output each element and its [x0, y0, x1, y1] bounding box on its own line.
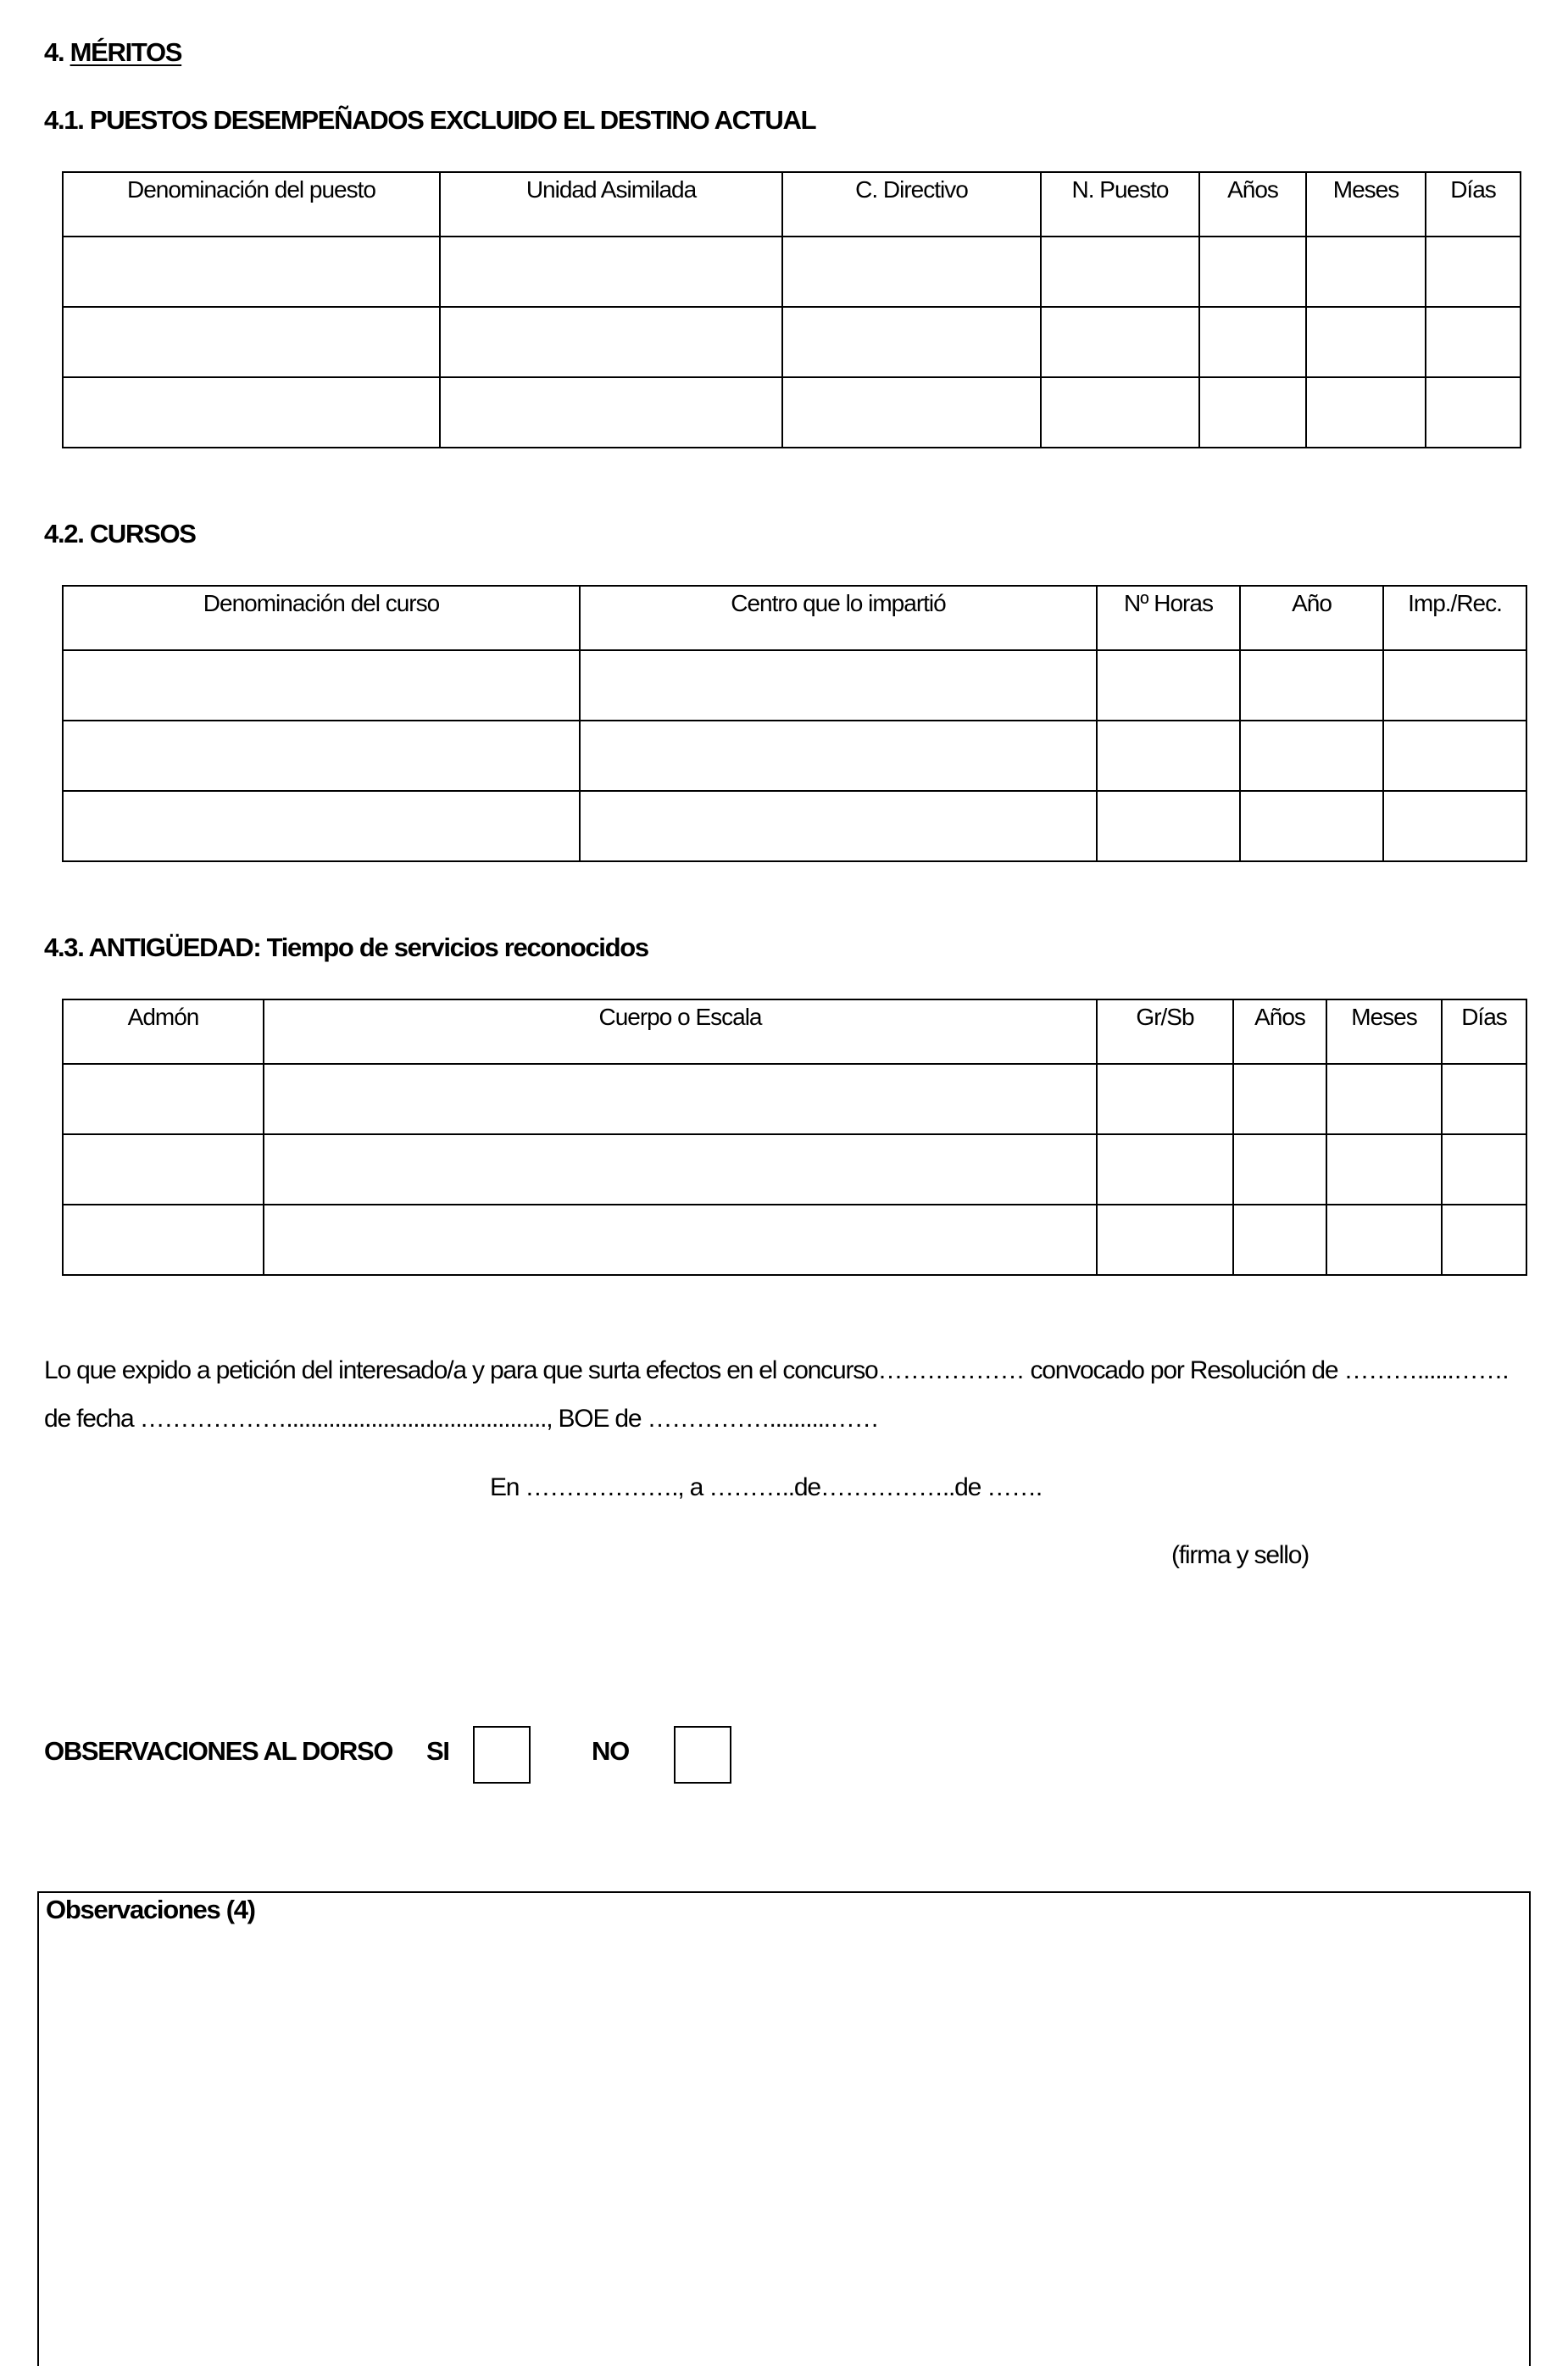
table-cell[interactable]: [1097, 721, 1240, 791]
table-cell[interactable]: [1442, 1064, 1526, 1134]
observaciones-dorso-label: OBSERVACIONES AL DORSO: [44, 1736, 393, 1766]
table-cell[interactable]: [782, 377, 1041, 448]
table-cell[interactable]: [580, 721, 1097, 791]
observaciones-box[interactable]: [37, 1891, 1531, 2366]
col-admon: Admón: [63, 999, 264, 1064]
col-meses: Meses: [1326, 999, 1442, 1064]
table-cell[interactable]: [1097, 1064, 1233, 1134]
table-cell[interactable]: [1041, 307, 1199, 377]
table-cell[interactable]: [1306, 237, 1426, 307]
table-cell[interactable]: [1199, 377, 1306, 448]
col-denominacion-puesto: Denominación del puesto: [63, 172, 440, 237]
table-cell[interactable]: [63, 1064, 264, 1134]
col-gr-sb: Gr/Sb: [1097, 999, 1233, 1064]
certification-line-2: de fecha ………………..........................................., BOE de ……………..........……: [44, 1405, 879, 1433]
table-cell[interactable]: [1426, 307, 1521, 377]
col-n-puesto: N. Puesto: [1041, 172, 1199, 237]
table-header-row: [63, 586, 1526, 650]
table-cell[interactable]: [1097, 650, 1240, 721]
si-checkbox[interactable]: [473, 1726, 531, 1784]
table-cell[interactable]: [782, 307, 1041, 377]
table-row: [63, 650, 1526, 721]
col-denominacion-curso: Denominación del curso: [63, 586, 580, 650]
table-row: [63, 1205, 1526, 1275]
table-row: [63, 791, 1526, 861]
table-cell[interactable]: [440, 307, 782, 377]
table-cell[interactable]: [1326, 1064, 1442, 1134]
signature-label: (firma y sello): [1171, 1541, 1309, 1569]
table-cell[interactable]: [1097, 791, 1240, 861]
table-cell[interactable]: [1233, 1064, 1326, 1134]
table-cell[interactable]: [1306, 377, 1426, 448]
place-date-line: En ………………., a ………..de……………..de …….: [490, 1473, 1043, 1501]
table-cell[interactable]: [1383, 650, 1526, 721]
table-cell[interactable]: [264, 1205, 1097, 1275]
table-cell[interactable]: [1097, 1134, 1233, 1205]
table-cell[interactable]: [63, 1205, 264, 1275]
table-cell[interactable]: [63, 307, 440, 377]
table-cell[interactable]: [63, 1134, 264, 1205]
table-row: [63, 237, 1521, 307]
col-meses: Meses: [1306, 172, 1426, 237]
table-cell[interactable]: [63, 377, 440, 448]
table-cell[interactable]: [1240, 721, 1383, 791]
table-cell[interactable]: [1383, 721, 1526, 791]
table-cell[interactable]: [1233, 1205, 1326, 1275]
table-cell[interactable]: [63, 721, 580, 791]
table-cell[interactable]: [63, 650, 580, 721]
table-cell[interactable]: [1326, 1205, 1442, 1275]
table-cell[interactable]: [63, 791, 580, 861]
table-cell[interactable]: [1199, 307, 1306, 377]
table-cell[interactable]: [1041, 237, 1199, 307]
col-dias: Días: [1426, 172, 1521, 237]
cursos-table: [62, 585, 1527, 862]
col-c-directivo: C. Directivo: [782, 172, 1041, 237]
puestos-table: [62, 171, 1521, 448]
table-row: [63, 377, 1521, 448]
table-cell[interactable]: [1233, 1134, 1326, 1205]
antiguedad-table: [62, 999, 1527, 1276]
table-cell[interactable]: [63, 237, 440, 307]
table-cell[interactable]: [1240, 650, 1383, 721]
table-cell[interactable]: [1442, 1134, 1526, 1205]
table-cell[interactable]: [580, 650, 1097, 721]
subsection-title-4-2: 4.2. CURSOS: [44, 519, 196, 548]
si-label: SI: [426, 1736, 449, 1766]
table-row: [63, 721, 1526, 791]
col-cuerpo-escala: Cuerpo o Escala: [264, 999, 1097, 1064]
col-n-horas: Nº Horas: [1097, 586, 1240, 650]
section-title: MÉRITOS: [70, 37, 182, 67]
col-imp-rec: Imp./Rec.: [1383, 586, 1526, 650]
table-row: [63, 1134, 1526, 1205]
table-cell[interactable]: [1199, 237, 1306, 307]
table-cell[interactable]: [264, 1134, 1097, 1205]
col-anos: Años: [1233, 999, 1326, 1064]
col-dias: Días: [1442, 999, 1526, 1064]
col-anos: Años: [1199, 172, 1306, 237]
table-row: [63, 307, 1521, 377]
table-cell[interactable]: [1097, 1205, 1233, 1275]
table-header-row: [63, 999, 1526, 1064]
table-cell[interactable]: [1041, 377, 1199, 448]
table-cell[interactable]: [1442, 1205, 1526, 1275]
table-cell[interactable]: [1240, 791, 1383, 861]
subsection-title-4-1: 4.1. PUESTOS DESEMPEÑADOS EXCLUIDO EL DESTINO ACTUAL: [44, 105, 816, 135]
table-cell[interactable]: [782, 237, 1041, 307]
table-cell[interactable]: [580, 791, 1097, 861]
section-number: 4.: [44, 37, 64, 67]
table-cell[interactable]: [264, 1064, 1097, 1134]
no-checkbox[interactable]: [674, 1726, 731, 1784]
col-centro-imparticion: Centro que lo impartió: [580, 586, 1097, 650]
certification-line-1: Lo que expido a petición del interesado/a y para que surta efectos en el concurso……………… convocado por Resolución de ………......…….: [44, 1356, 1509, 1384]
table-cell[interactable]: [440, 237, 782, 307]
table-cell[interactable]: [1326, 1134, 1442, 1205]
table-header-row: [63, 172, 1521, 237]
no-label: NO: [592, 1736, 629, 1766]
table-cell[interactable]: [1383, 791, 1526, 861]
col-unidad-asimilada: Unidad Asimilada: [440, 172, 782, 237]
table-cell[interactable]: [1426, 377, 1521, 448]
table-cell[interactable]: [1426, 237, 1521, 307]
section-heading: [44, 37, 181, 68]
subsection-title-4-3: 4.3. ANTIGÜEDAD: Tiempo de servicios reconocidos: [44, 932, 648, 962]
table-cell[interactable]: [1306, 307, 1426, 377]
table-cell[interactable]: [440, 377, 782, 448]
col-ano: Año: [1240, 586, 1383, 650]
table-row: [63, 1064, 1526, 1134]
observaciones-box-title: Observaciones (4): [46, 1895, 255, 1924]
